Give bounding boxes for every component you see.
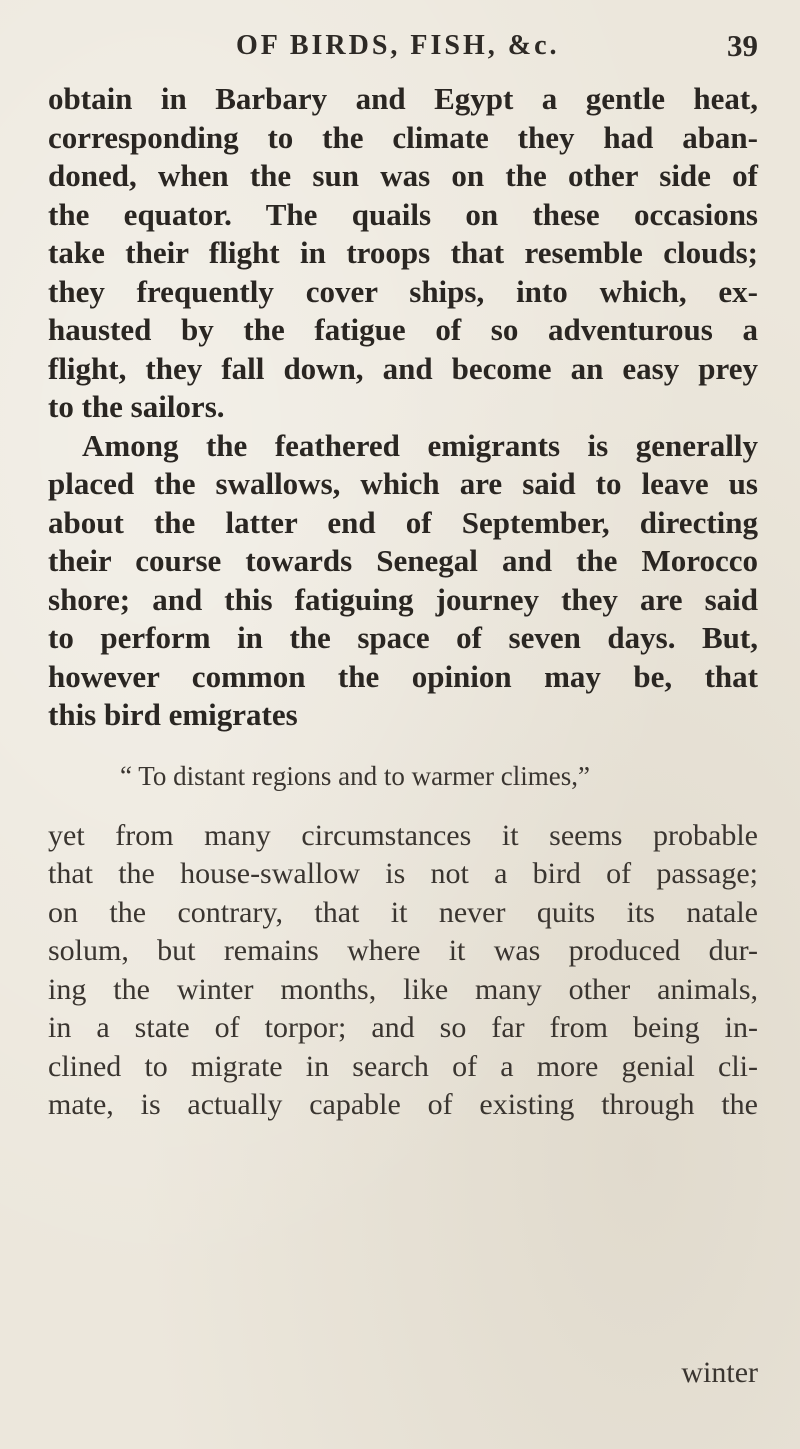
text-line: to perform in the space of seven days. But, <box>48 620 758 655</box>
text-line: obtain in Barbary and Egypt a gentle heat, <box>48 81 758 116</box>
spacer <box>48 795 758 817</box>
text-line: Among the feathered emigrants is generally <box>82 427 758 463</box>
text-line: yet from many circumstances it seems probable <box>48 818 758 852</box>
text-line: ing the winter months, like many other animals, <box>48 972 758 1006</box>
text-line: take their flight in troops that resemble clouds; <box>48 235 758 270</box>
text-line: in a state of torpor; and so far from being in- <box>48 1011 758 1044</box>
text-line: placed the swallows, which are said to leave us <box>48 466 758 501</box>
running-head <box>96 26 776 66</box>
catchword: winter <box>681 1356 758 1389</box>
text-line: however common the opinion may be, that <box>48 658 758 694</box>
quotation: “ To distant regions and to warmer climes,” <box>120 760 590 791</box>
text-line: the equator. The quails on these occasions <box>48 196 758 232</box>
page-number: 39 <box>727 28 758 63</box>
text-line: hausted by the fatigue of so adventurous a <box>48 312 758 347</box>
text-line: that the house-swallow is not a bird of passage; <box>48 857 758 890</box>
text-line: about the latter end of September, directing <box>48 504 758 540</box>
text-line: mate, is actually capable of existing through the <box>48 1088 758 1121</box>
text-line: they frequently cover ships, into which, ex- <box>48 273 758 309</box>
paragraph-swallows <box>48 427 758 735</box>
paragraph-continuation <box>48 817 758 1125</box>
text-line: this bird emigrates <box>48 697 298 732</box>
text-line: to the sailors. <box>48 389 225 424</box>
text-line: corresponding to the climate they had aban- <box>48 119 758 155</box>
spacer <box>48 735 758 757</box>
text-line: their course towards Senegal and the Morocco <box>48 543 758 578</box>
paragraph-quails <box>48 80 758 427</box>
running-title: OF BIRDS, FISH, &c. <box>236 30 560 61</box>
text-line: flight, they fall down, and become an easy prey <box>48 350 758 386</box>
text-line: doned, when the sun was on the other side of <box>48 158 758 193</box>
text-line: clined to migrate in search of a more genial cli- <box>48 1049 758 1083</box>
text-line: on the contrary, that it never quits its natale <box>48 895 758 929</box>
body-text <box>48 80 758 1125</box>
text-line: shore; and this fatiguing journey they are said <box>48 581 758 617</box>
text-line: solum, but remains where it was produced dur- <box>48 934 758 967</box>
